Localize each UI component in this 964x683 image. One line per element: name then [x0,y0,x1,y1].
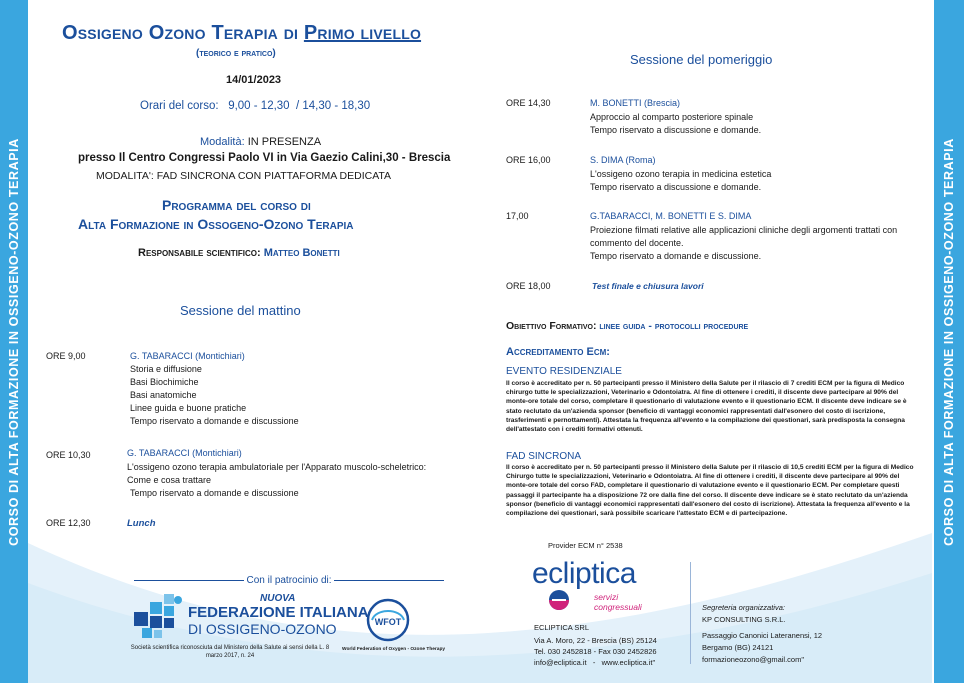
ecliptica-contacts [534,622,657,668]
lunch-time: ORE 12,30 [46,518,91,528]
divider [690,562,691,664]
final-time: ORE 18,00 [506,281,551,291]
morning-time-1: ORE 9,00 [46,351,86,361]
residential-title: EVENTO RESIDENZIALE [506,366,622,377]
wfot-logo-icon [366,598,410,642]
modality-presence: Modalità: IN PRESENZA [200,136,322,148]
fad-text: Il corso è accreditato per n. 50 partecipanti presso il Ministero della Salute per il rilascio di 10,5 crediti ECM per la figura di Medico Chirurgo tutte le specializzazioni, Veterinario e Odontoiatra. Al fine di ottenere i crediti, il discente deve partecipare al 90% del monte-ore totale del corso FAD, completare il questionario di valutazione evento e il questionario ECM. Per completare questi passaggi il partecipante ha a disposizione 72 ore dalla fine del corso. Il discente deve indicare se è stato reclutato da un'azienda sponsor (beneficio di vantaggi economici rappresentati dall'esonero del costo di iscrizione). Attestata la frequenza all'evento e la compilazione dei questionari, sarà possibile scaricare l'attestato ECM e di partecipazione. [506,464,914,518]
afternoon-speaker-3: G.TABARACCI, M. BONETTI E S. DIMA [590,211,752,221]
lunch-label: Lunch [127,518,156,529]
line: Tempo riservato a discussione e domande. [590,125,762,135]
line: KP CONSULTING S.R.L. [702,615,786,624]
course-subtitle: (teorico e pratico) [196,48,276,59]
provider-ecm: Provider ECM n° 2538 [548,541,623,550]
line: L'ossigeno ozono terapia in medicina estetica [590,169,772,179]
line: Come e cosa trattare [127,475,212,485]
wfot-logo-text: WFOT [374,617,402,627]
line: servizi [594,592,619,602]
scientific-responsible: Responsabile scientifico: Matteo Bonetti [138,247,340,259]
line: Proiezione filmati relative alle applicazioni cliniche degli argomenti trattati con [590,225,898,235]
fio-logo-icon [132,592,186,642]
venue: presso Il Centro Congressi Paolo VI in Via Gaezio Calini,30 - Brescia [78,152,451,164]
afternoon-block-3 [590,224,897,263]
morning-speaker-2: G. TABARACCI (Montichiari) [127,448,242,458]
line: Segreteria organizzativa: [702,603,785,612]
accreditation-title: Accreditamento Ecm: [506,346,610,358]
fad-title: FAD SINCRONA [506,451,582,462]
ecliptica-logo: ecliptica [532,557,636,590]
afternoon-block-2 [590,168,771,194]
line: Basi Biochimiche [130,377,199,387]
line: ECLIPTICA SRL [534,623,590,632]
line: Via A. Moro, 22 - Brescia (BS) 25124 [534,636,657,645]
line: formazioneozono@gmail.com" [702,655,804,664]
afternoon-session-title: Sessione del pomeriggio [630,52,773,67]
line: Basi anatomiche [130,390,197,400]
left-side-band [0,0,28,683]
morning-block-1 [130,363,299,428]
line: Linee guida e buone pratiche [130,403,247,413]
morning-speaker-1: G. TABARACCI (Montichiari) [130,351,245,361]
afternoon-block-1 [590,111,761,137]
course-title: Ossigeno Ozono Terapia di Primo livello [62,22,422,44]
line: congressuali [594,602,642,612]
wfot-name: World Federation of Oxygen - Ozone Therapy [342,647,446,652]
morning-session-title: Sessione del mattino [180,303,301,318]
line: Tempo riservato a domande e discussione. [590,251,762,261]
program-title-2: Alta Formazione in Ossogeno-Ozono Terapia [78,216,354,232]
program-title-1: Programma del corso di [162,197,311,213]
morning-block-2 [127,461,426,500]
line: Approccio al comparto posteriore spinale [590,112,754,122]
line: Tempo riservato a domande e discussione [130,416,299,426]
residential-text: Il corso è accreditato per n. 50 partecipanti presso il Ministero della Salute per il rilascio di 7 crediti ECM per la figura di Medico chirurgo tutte le specializzazioni, Veterinario e Odontoiatra. Al fine di ottenere i crediti, il discente deve partecipare al 90% del monte-ore totale del corso, completare il questionario di valutazione evento e il questionario ECM. Il discente deve indicare se è stato reclutato da un'azienda sponsor (beneficio di vantaggi economici rappresentati dall'esonero del costo di iscrizione, trasferimenti e pernottamenti). Attestata la frequenza all'evento e la compilazione dei questionari, sarà predisposta la consegna dell'attestato con i crediti formativi ottenuti. [506,380,907,434]
fio-subtitle: Società scientifica riconosciuta dal Ministero della Salute ai sensi della L. 8 marzo 2017, n. 24 [130,645,330,659]
right-side-band [934,0,964,683]
course-date: 14/01/2023 [226,74,282,86]
line: L'ossigeno ozono terapia ambulatoriale per l'Apparato muscolo-scheletrico: [127,462,427,472]
line: Tempo riservato a discussione e domande. [590,182,762,192]
course-hours: Orari del corso: 9,00 - 12,30 / 14,30 - 18,30 [140,100,371,112]
line: info@ecliptica.it - www.ecliptica.it" [534,658,656,667]
ecliptica-subtitle [594,592,642,612]
afternoon-time-3: 17,00 [506,211,529,221]
fio-line-2: DI OSSIGENO-OZONO [188,621,337,637]
line: Tel. 030 2452818 - Fax 030 2452826 [534,647,657,656]
final-label: Test finale e chiusura lavori [592,281,704,291]
modality-fad: MODALITA': FAD SINCRONA CON PIATTAFORMA DEDICATA [96,170,392,182]
line: Bergamo (BG) 24121 [702,643,774,652]
fio-nuova: NUOVA [260,593,296,604]
line: Passaggio Canonici Lateranensi, 12 [702,631,823,640]
line: commento del docente. [590,238,684,248]
afternoon-speaker-2: S. DIMA (Roma) [590,155,656,165]
organizing-secretariat [702,602,822,666]
line: Tempo riservato a domande e discussione [130,488,299,498]
patronage-label: Con il patrocinio di: [128,575,450,586]
line: Storia e diffusione [130,364,202,374]
fio-line-1: FEDERAZIONE ITALIANA [188,604,369,621]
morning-time-2: ORE 10,30 [46,450,91,460]
left-side-text: CORSO DI ALTA FORMAZIONE IN OSSIGENO-OZONO TERAPIA [7,137,21,546]
objective: Obiettivo Formativo: linee guida - protocolli procedure [506,320,749,332]
afternoon-time-1: ORE 14,30 [506,98,551,108]
right-side-text: CORSO DI ALTA FORMAZIONE IN OSSIGENO-OZONO TERAPIA [942,137,956,546]
afternoon-time-2: ORE 16,00 [506,155,551,165]
ecliptica-ball-icon [548,589,570,611]
afternoon-speaker-1: M. BONETTI (Brescia) [590,98,681,108]
